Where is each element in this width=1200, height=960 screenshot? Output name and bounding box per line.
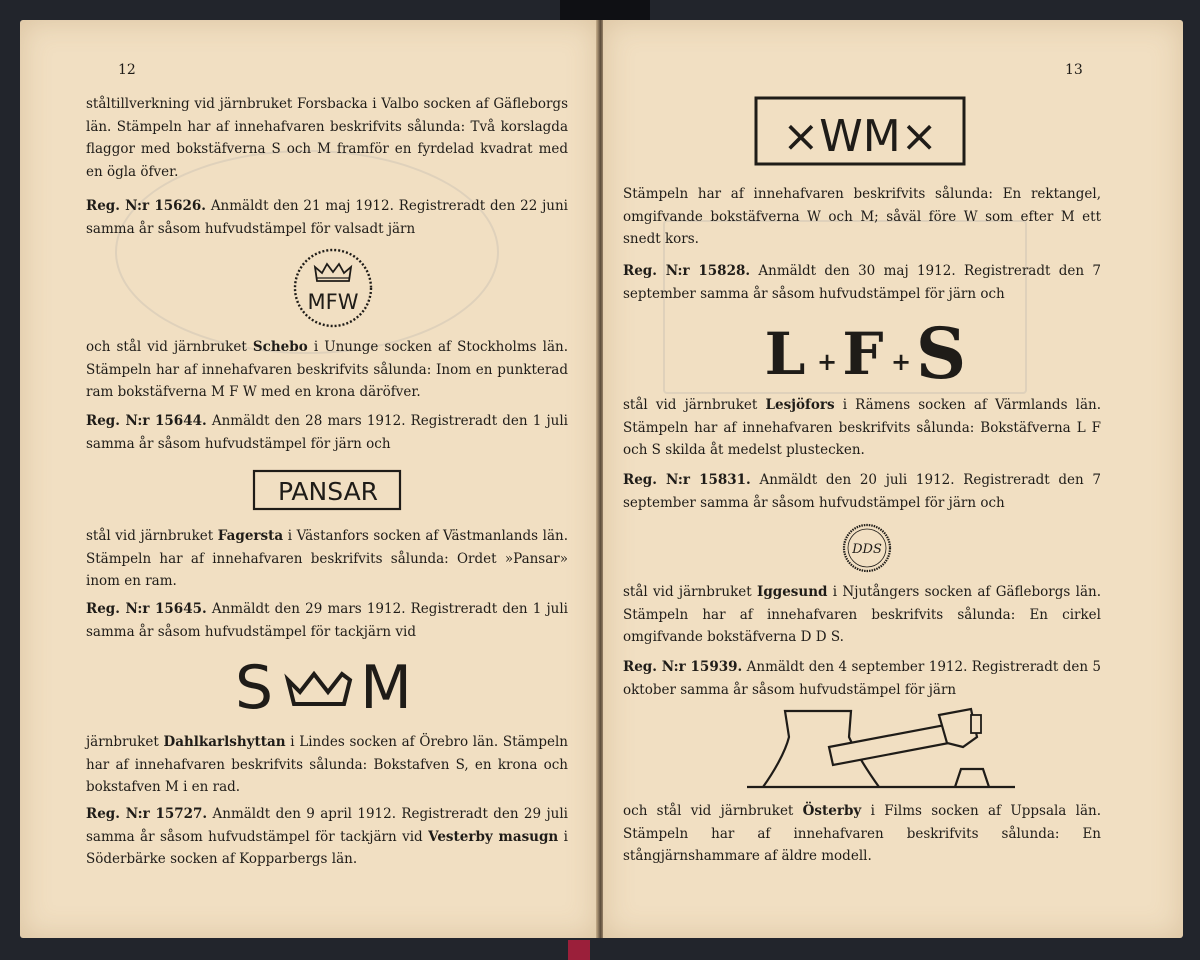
text: järnbruket bbox=[86, 734, 159, 750]
text: stål vid järnbruket bbox=[623, 584, 752, 600]
s-crown-m-stamp bbox=[228, 648, 414, 720]
plus-sign: + bbox=[816, 347, 838, 376]
paragraph bbox=[623, 183, 1101, 251]
stamp-text: PANSAR bbox=[277, 477, 379, 506]
reg-number: Reg. N:r 15645. bbox=[86, 601, 207, 617]
reg-number: Reg. N:r 15939. bbox=[623, 659, 743, 675]
hammer-icon bbox=[733, 703, 1023, 795]
bookmark-ribbon bbox=[568, 940, 590, 960]
text: stål vid järnbruket bbox=[623, 397, 758, 413]
text: stål vid järnbruket bbox=[86, 528, 214, 544]
ironworks-name: Schebo bbox=[252, 339, 308, 355]
ironworks-name: Vesterby masugn bbox=[428, 828, 559, 845]
text: i Films socken af Uppsala län. Stämpeln har af innehafvaren beskrifvits sålunda: En stångjärnshammare af äldre modell. bbox=[623, 803, 1102, 864]
text: och stål vid järnbruket bbox=[86, 339, 247, 355]
pansar-stamp bbox=[252, 469, 404, 513]
mfw-stamp bbox=[292, 247, 374, 329]
register-entry bbox=[623, 656, 1101, 701]
entry-text: Anmäldt den 9 april 1912. Registreradt den 29 juli samma år såsom hufvudstämpel för tackjärn vid bbox=[86, 806, 568, 845]
lfs-stamp bbox=[763, 310, 973, 390]
stamp-letter: M bbox=[360, 653, 412, 720]
stamp-text: MFW bbox=[307, 290, 359, 314]
reg-number: Reg. N:r 15727. bbox=[86, 806, 208, 822]
register-entry bbox=[623, 260, 1101, 305]
reg-number: Reg. N:r 15626. bbox=[86, 198, 206, 214]
plus-sign: + bbox=[890, 347, 912, 376]
stamp-letter: S bbox=[234, 653, 274, 720]
ironworks-name: Lesjöfors bbox=[765, 397, 835, 413]
left-page bbox=[20, 20, 598, 938]
paragraph-text: ståltillverkning vid järnbruket Forsbacka i Valbo socken af Gäfleborgs län. Stämpeln har af innehafvaren beskrifvits sålunda: Två korslagda flaggor med bokstäfverna S och M framför en fyrdelad kvadrat med en ögla öfver. bbox=[86, 96, 568, 180]
page-number: 12 bbox=[118, 62, 136, 78]
entry-text: Anmäldt den 4 september 1912. Registreradt den 5 oktober samma år såsom hufvudstämpel för järn bbox=[623, 659, 1102, 698]
register-entry bbox=[86, 410, 568, 455]
paragraph bbox=[86, 93, 568, 183]
register-entry-continued bbox=[86, 731, 568, 799]
ironworks-name: Dahlkarlshyttan bbox=[163, 734, 286, 750]
register-entry-continued bbox=[623, 581, 1101, 649]
register-entry bbox=[86, 195, 568, 240]
ironworks-name: Österby bbox=[802, 803, 862, 819]
stamp-letter: L bbox=[764, 320, 806, 388]
entry-text: Anmäldt den 28 mars 1912. Registreradt den 1 juli samma år såsom hufvudstämpel för järn och bbox=[86, 413, 568, 452]
dds-stamp bbox=[841, 522, 893, 574]
register-entry-continued bbox=[86, 525, 568, 593]
reg-number: Reg. N:r 15831. bbox=[623, 472, 751, 488]
entry-text: Anmäldt den 20 juli 1912. Registreradt den 7 september samma år såsom hufvudstämpel för järn och bbox=[623, 472, 1101, 511]
entry-text: i Söderbärke socken af Kopparbergs län. bbox=[86, 828, 568, 867]
entry-text: Anmäldt den 29 mars 1912. Registreradt den 1 juli samma år såsom hufvudstämpel för tackjärn vid bbox=[86, 601, 568, 640]
register-entry-continued bbox=[623, 800, 1101, 868]
crown-icon bbox=[288, 674, 350, 704]
stamp-text: ×WM× bbox=[782, 111, 938, 162]
text: i Lindes socken af Örebro län. Stämpeln har af innehafvaren beskrifvits sålunda: Bokstafven S, en krona och bokstafven M i en rad. bbox=[86, 734, 569, 795]
binding-tab bbox=[560, 0, 650, 20]
reg-number: Reg. N:r 15828. bbox=[623, 263, 751, 279]
crown-icon bbox=[315, 264, 351, 281]
stamp-letter: F bbox=[842, 320, 884, 388]
register-entry bbox=[623, 469, 1101, 514]
ironworks-name: Fagersta bbox=[217, 528, 284, 544]
register-entry bbox=[86, 598, 568, 643]
text: och stål vid järnbruket bbox=[623, 803, 794, 819]
reg-number: Reg. N:r 15644. bbox=[86, 413, 207, 429]
register-entry-continued bbox=[86, 336, 568, 404]
text: i Ununge socken af Stockholms län. Stämpeln har af innehafvaren beskrifvits sålunda: Inom en punkterad ram bokstäfverna M F W med en krona däröfver. bbox=[86, 339, 569, 400]
right-page bbox=[603, 20, 1183, 938]
text: i Njutångers socken af Gäfleborgs län. Stämpeln har af innehafvaren beskrifvits sålunda: En cirkel omgifvande bokstäfverna D D S. bbox=[623, 584, 1101, 645]
text: i Rämens socken af Värmlands län. Stämpeln har af innehafvaren beskrifvits sålunda: Bokstäfverna L F och S skilda åt medelst plustecken. bbox=[623, 397, 1101, 458]
wm-stamp bbox=[753, 95, 969, 169]
register-entry-continued bbox=[623, 394, 1101, 462]
paragraph-text: Stämpeln har af innehafvaren beskrifvits sålunda: En rektangel, omgifvande bokstäfverna W och M; såväl före W som efter M ett snedt kors. bbox=[623, 186, 1101, 247]
register-entry bbox=[86, 803, 568, 871]
stamp-text: DDS bbox=[852, 542, 882, 557]
page-number: 13 bbox=[1065, 62, 1083, 78]
entry-text: Anmäldt den 21 maj 1912. Registreradt den 22 juni samma år såsom hufvudstämpel för valsadt järn bbox=[86, 198, 568, 237]
ironworks-name: Iggesund bbox=[757, 584, 828, 600]
stamp-letter: S bbox=[915, 312, 967, 390]
entry-text: Anmäldt den 30 maj 1912. Registreradt den 7 september samma år såsom hufvudstämpel för järn och bbox=[623, 263, 1102, 302]
text: i Västanfors socken af Västmanlands län. Stämpeln har af innehafvaren beskrifvits sålunda: Ordet »Pansar» inom en ram. bbox=[86, 528, 568, 589]
